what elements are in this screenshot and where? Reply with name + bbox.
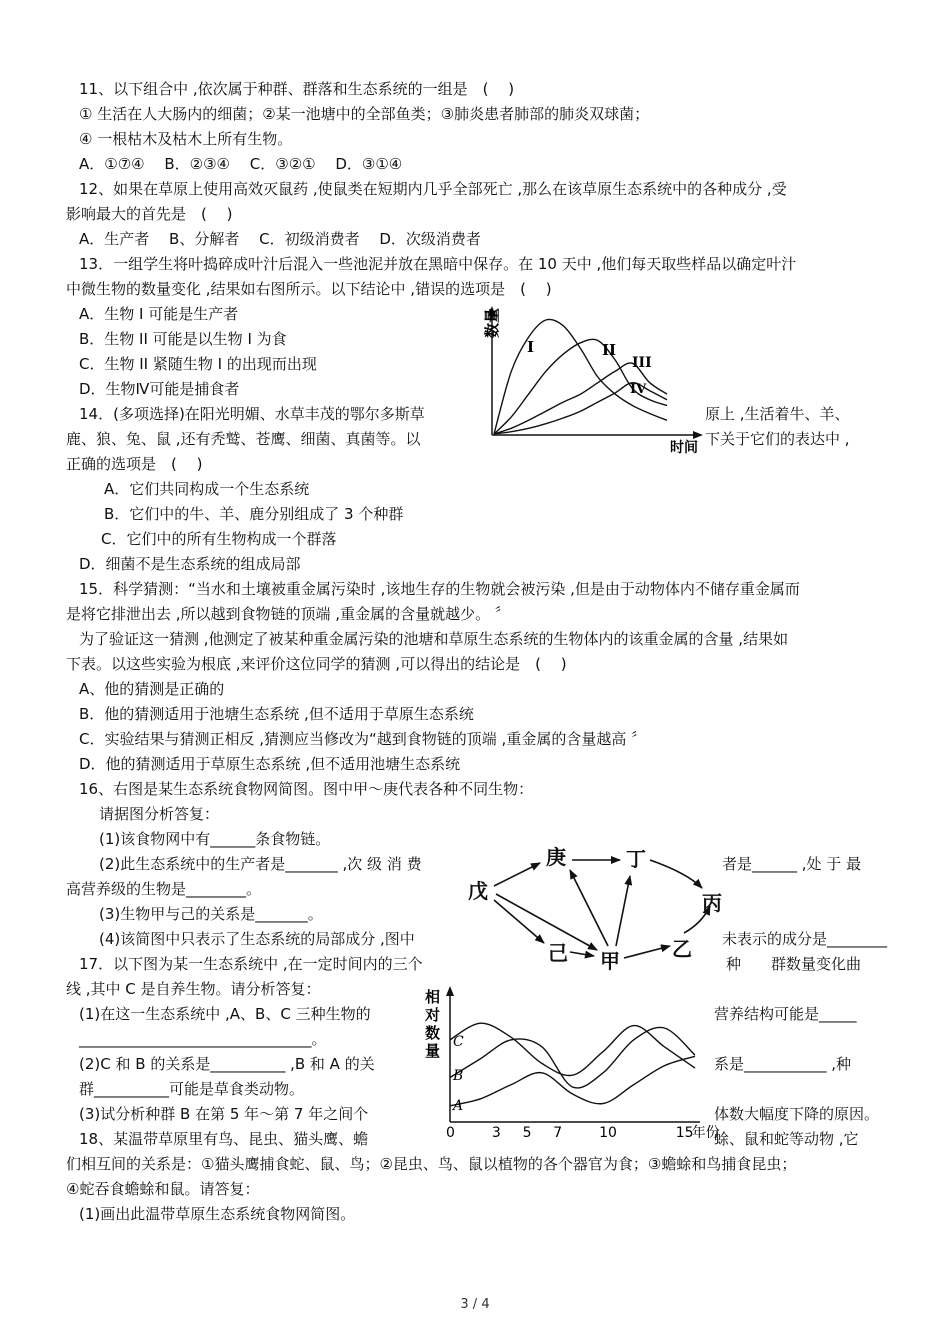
q17-p1-right: 营养结构可能是_____ — [714, 1005, 857, 1023]
x-tick-5: 5 — [522, 1125, 532, 1141]
q16-p3: (3)生物甲与己的关系是_______。 — [99, 905, 323, 923]
label-B: B — [453, 1068, 464, 1084]
label-I: I — [527, 338, 535, 356]
q17-stem-cont: 线 ,其中 C 是自养生物。请分析答复： — [66, 980, 321, 998]
y-axis-arrow — [446, 986, 454, 996]
q17-p1-cont: _______________________________。 — [79, 1030, 327, 1048]
y-axis-label: 数量 — [483, 307, 501, 338]
population-chart — [420, 982, 720, 1142]
q13-opt-c: C．生物 II 紧随生物 I 的出现而出现 — [79, 355, 317, 373]
q14-stem-b-left: 鹿、狼、兔、鼠 ,还有秃鹫、苍鹰、细菌、真菌等。以 — [66, 430, 421, 448]
edge-jia-yi — [624, 946, 670, 958]
q13-opt-a: A．生物 I 可能是生产者 — [79, 305, 239, 323]
q12-stem-b: 影响最大的首先是 ( ) — [66, 205, 233, 223]
q11-items-a: ① 生活在人大肠内的细菌；②某一池塘中的全部鱼类；③肺炎患者肺部的肺炎双球菌； — [79, 105, 650, 123]
node-ji: 己 — [548, 941, 568, 965]
node-ding: 丁 — [626, 847, 646, 871]
q14-stem-a-left: 14．(多项选择)在阳光明媚、水草丰茂的鄂尔多斯草 — [79, 405, 425, 423]
q11-items-b: ④ 一根枯木及枯木上所有生物。 — [79, 130, 293, 148]
q17-p2-right: 系是___________ ,种 — [714, 1055, 852, 1073]
edge-ding-bing — [650, 860, 702, 888]
edge-jia-ding — [616, 876, 630, 946]
series-line-B — [450, 1027, 695, 1088]
series-line-I — [494, 319, 667, 434]
q15-opt-a: A、他的猜测是正确的 — [79, 680, 225, 698]
node-geng: 庚 — [546, 845, 566, 869]
q16-p2-right: 者是______ ,处 于 最 — [722, 855, 862, 873]
food-web-svg — [462, 838, 727, 978]
q15-stem-d: 下表。以这些实验为根底 ,来评价这位同学的猜测 ,可以得出的结论是 ( ) — [66, 655, 567, 673]
series-line-A — [450, 1056, 695, 1106]
edge-jia-geng — [570, 870, 608, 946]
q14-opt-d: D．细菌不是生态系统的组成局部 — [79, 555, 301, 573]
q15-opt-b: B．他的猜测适用于池塘生态系统 ,但不适用于草原生态系统 — [79, 705, 474, 723]
q17-p3-left: (3)试分析种群 B 在第 5 年～第 7 年之间个 — [79, 1105, 369, 1123]
x-tick-15: 15 — [675, 1125, 694, 1141]
q16-stem: 16、右图是某生态系统食物网简图。图中甲～庚代表各种不同生物： — [79, 780, 534, 798]
node-yi: 乙 — [672, 937, 692, 961]
q13-opt-d: D．生物Ⅳ可能是捕食者 — [79, 380, 240, 398]
q13-stem-b: 中微生物的数量变化 ,结果如右图所示。以下结论中 ,错误的选项是 ( ) — [66, 280, 552, 298]
q14-opt-b: B．它们中的牛、羊、鹿分别组成了 3 个种群 — [104, 505, 404, 523]
q16-p2-left: (2)此生态系统中的生产者是_______ ,次 级 消 费 — [99, 855, 422, 873]
y-label-3: 数 — [425, 1024, 441, 1042]
q11-stem: 11、以下组合中 ,依次属于种群、群落和生态系统的一组是 ( ) — [79, 80, 515, 98]
q17-p3-right: 体数大幅度下降的原因。 — [714, 1105, 880, 1123]
q18-stem-a-left: 18、某温带草原里有鸟、昆虫、猫头鹰、蟾 — [79, 1130, 369, 1148]
q18-stem-b: 们相互间的关系是：①猫头鹰捕食蛇、鼠、鸟；②昆虫、鸟、鼠以植物的各个器官为食；③蟾蜍和鸟捕食昆虫； — [66, 1155, 797, 1173]
node-wu: 戊 — [468, 879, 488, 903]
series-line-C — [450, 1023, 695, 1075]
q16-prompt: 请据图分析答复： — [99, 805, 220, 823]
q16-p1: (1)该食物网中有______条食物链。 — [99, 830, 331, 848]
x-axis-label: 时间 — [670, 440, 698, 456]
q15-opt-d: D．他的猜测适用于草原生态系统 ,但不适用池塘生态系统 — [79, 755, 461, 773]
q14-stem-c: 正确的选项是 ( ) — [66, 455, 203, 473]
q16-p4-right: 未表示的成分是________ — [722, 930, 888, 948]
q15-stem-c: 为了验证这一猜测 ,他测定了被某种重金属污染的池塘和草原生态系统的生物体内的该重金属的含量 ,结果如 — [79, 630, 789, 648]
q12-options: A．生产者 B、分解者 C．初级消费者 D．次级消费者 — [79, 230, 481, 248]
x-tick-7: 7 — [553, 1125, 563, 1141]
population-chart-svg — [420, 982, 720, 1142]
q15-opt-c: C．实验结果与猜测正相反 ,猜测应当修改为“越到食物链的顶端 ,重金属的含量越高 〞 — [79, 730, 647, 748]
y-label-2: 对 — [425, 1006, 441, 1024]
q15-stem-a: 15．科学猜测：“当水和土壤被重金属污染时 ,该地生存的生物就会被污染 ,但是由于动物体内不储存重金属而 — [79, 580, 800, 598]
q17-stem-left: 17．以下图为某一生态系统中 ,在一定时间内的三个 — [79, 955, 423, 973]
q17-p1-left: (1)在这一生态系统中 ,A、B、C 三种生物的 — [79, 1005, 371, 1023]
label-A: A — [453, 1098, 464, 1114]
edge-ji-jia — [570, 952, 594, 956]
q14-opt-c: C．它们中的所有生物构成一个群落 — [101, 530, 337, 548]
q17-stem-right: 种 群数量变化曲 — [726, 955, 862, 973]
q18-stem-c: ④蛇吞食蟾蜍和鼠。请答复： — [66, 1180, 260, 1198]
q18-p1: (1)画出此温带草原生态系统食物网简图。 — [79, 1205, 356, 1223]
q17-p2-cont: 群__________可能是草食类动物。 — [79, 1080, 305, 1098]
q18-stem-a-right: 蜍、鼠和蛇等动物 ,它 — [714, 1130, 859, 1148]
q13-opt-b: B．生物 II 可能是以生物 I 为食 — [79, 330, 287, 348]
q14-stem-b-right: 下关于它们的表达中 , — [705, 430, 850, 448]
q17-p2-left: (2)C 和 B 的关系是__________ ,B 和 A 的关 — [79, 1055, 375, 1073]
label-C: C — [453, 1034, 464, 1050]
y-label-1: 相 — [425, 988, 441, 1006]
food-web-diagram — [462, 838, 727, 978]
edge-wu-geng — [494, 863, 540, 886]
microbe-chart — [472, 300, 707, 455]
label-II: II — [602, 341, 617, 359]
series-line-III — [494, 363, 667, 434]
x-axis-label: 年份 — [691, 1125, 720, 1141]
x-axis-arrow — [693, 431, 703, 439]
microbe-chart-svg — [472, 300, 707, 455]
edge-wu-jia — [496, 894, 597, 950]
q13-stem-a: 13．一组学生将叶捣碎成叶汁后混入一些池泥并放在黑暗中保存。在 10 天中 ,他们每天取些样品以确定叶汁 — [79, 255, 797, 273]
label-IV: IV — [630, 382, 647, 397]
page-number: 3 / 4 — [460, 1297, 490, 1312]
x-tick-3: 3 — [491, 1125, 501, 1141]
q14-opt-a: A．它们共同构成一个生态系统 — [104, 480, 310, 498]
q14-stem-a-right: 原上 ,生活着牛、羊、 — [705, 405, 850, 423]
label-III: III — [632, 355, 652, 371]
q12-stem-a: 12、如果在草原上使用高效灭鼠药 ,使鼠类在短期内几乎全部死亡 ,那么在该草原生态系统中的各种成分 ,受 — [79, 180, 787, 198]
node-bing: 丙 — [702, 891, 722, 915]
q15-stem-b: 是将它排泄出去 ,所以越到食物链的顶端 ,重金属的含量就越少。 〞 — [66, 605, 510, 623]
x-tick-10: 10 — [599, 1125, 617, 1141]
q16-p2-cont: 高营养级的生物是________。 — [66, 880, 262, 898]
x-tick-0: 0 — [446, 1125, 455, 1141]
node-jia: 甲 — [600, 949, 620, 973]
q16-p4-left: (4)该简图中只表示了生态系统的局部成分 ,图中 — [99, 930, 415, 948]
y-label-4: 量 — [425, 1042, 441, 1060]
q11-options: A．①⑦④ B．②③④ C．③②① D．③①④ — [79, 155, 403, 173]
